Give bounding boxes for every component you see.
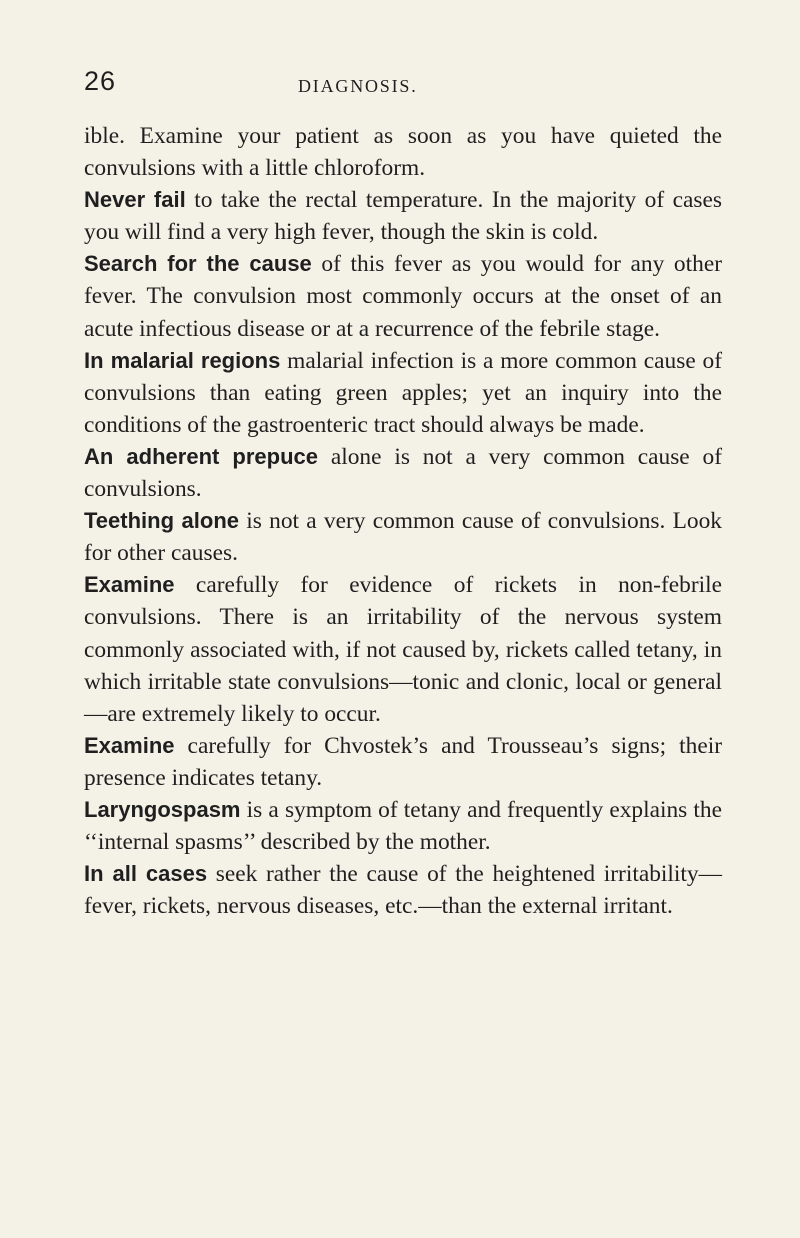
paragraph: [84, 345, 722, 441]
paragraph: [84, 505, 722, 569]
paragraph-lead: Examine: [84, 732, 175, 758]
paragraph-lead: Teething alone: [84, 508, 240, 534]
paragraph-text: to take the rectal temperature. In the majority of cases you will find a very high fever, though the skin is cold.: [84, 187, 722, 246]
paragraph-text: carefully for evidence of rickets in non-febrile convulsions. There is an irritability of the nervous system commonly associated with, if not caused by, rickets called tetany, in which irritable state convulsions—tonic and clonic, local or general —are extremely likely to occur.: [84, 572, 722, 727]
page-header: [84, 66, 724, 102]
paragraph-lead: In malarial regions: [84, 347, 281, 373]
paragraph: [84, 441, 722, 505]
paragraph: [84, 730, 722, 794]
page-number: 26: [84, 66, 117, 96]
paragraph: [84, 120, 722, 184]
paragraph: [84, 858, 722, 922]
paragraph: [84, 569, 722, 729]
paragraph-text: is a symptom of tetany and frequently explains the ‘‘internal spasms’’ described by the mother.: [84, 796, 722, 856]
paragraph-text: carefully for Chvostek’s and Trousseau’s signs; their presence indicates tetany.: [84, 732, 722, 791]
paragraph-text: ible. Examine your patient as soon as you have quieted the convulsions with a little chloroform.: [84, 123, 722, 182]
running-title: DIAGNOSIS.: [298, 76, 418, 96]
paragraph-text: seek rather the cause of the heightened irritability—fever, rickets, nervous diseases, etc.—than the external irritant.: [84, 861, 723, 920]
paragraph-text: malarial infection is a more common cause of convulsions than eating green apples; yet an inquiry into the conditions of the gastroenteric tract should always be made.: [84, 347, 723, 438]
paragraph: [84, 184, 722, 248]
paragraph-lead: In all cases: [84, 861, 208, 887]
paragraph-text: alone is not a very common cause of convulsions.: [84, 443, 723, 503]
paragraph-lead: Examine: [84, 572, 175, 598]
paragraph-text: of this fever as you would for any other fever. The convulsion most commonly occurs at the onset of an acute infectious disease or at a recurrence of the febrile stage.: [84, 251, 722, 342]
paragraph: [84, 794, 722, 858]
paragraph-lead: Search for the cause: [84, 251, 312, 277]
body-text: [84, 120, 722, 922]
paragraph-lead: An adherent prepuce: [84, 443, 319, 469]
paragraph: [84, 248, 722, 344]
paragraph-lead: Laryngospasm: [84, 796, 241, 822]
paragraph-lead: Never fail: [84, 187, 186, 213]
paragraph-text: is not a very common cause of convulsions. Look for other causes.: [84, 508, 722, 567]
